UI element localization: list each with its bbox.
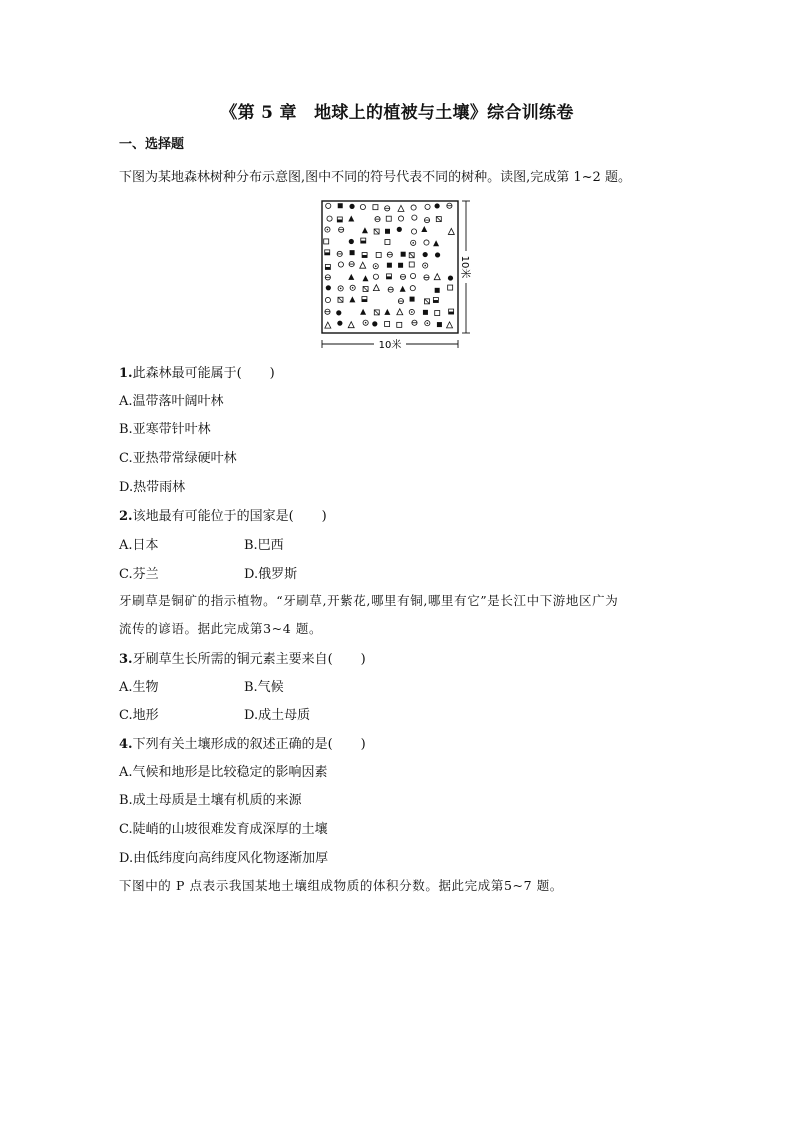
- tree-symbol: [337, 217, 342, 222]
- q3-option-d: D.成土母质: [244, 708, 311, 723]
- tree-symbol: [436, 217, 441, 222]
- tree-symbol: [448, 285, 453, 290]
- tree-symbol: [349, 296, 355, 302]
- tree-symbol: [410, 297, 415, 302]
- intro-2-line-1: 牙刷草是铜矿的指示植物。“牙刷草,开紫花,哪里有铜,哪里有它”是长江中下游地区广为: [119, 593, 619, 608]
- tree-symbol: [338, 297, 343, 302]
- tree-symbol: [362, 297, 367, 302]
- q4-option-d: D.由低纬度向高纬度风化物逐渐加厚: [119, 851, 329, 866]
- tree-symbol: [397, 322, 402, 327]
- tree-symbol: [423, 310, 428, 315]
- tree-symbol: [409, 253, 414, 258]
- q3-option-a: A.生物: [119, 680, 159, 695]
- q1-option-c: C.亚热带常绿硬叶林: [119, 451, 237, 466]
- q2-option-a: A.日本: [119, 538, 159, 553]
- tree-symbol: [411, 205, 416, 210]
- tree-symbol: [400, 286, 406, 292]
- question-2: 2.该地最有可能位于的国家是( ): [119, 509, 327, 524]
- tree-symbol: [433, 298, 438, 303]
- tree-symbol: [435, 203, 440, 208]
- tree-symbol: [360, 309, 366, 315]
- tree-symbol: [350, 250, 355, 255]
- question-4: 4.下列有关土壤形成的叙述正确的是( ): [119, 737, 366, 752]
- document-title: 《第 5 章 地球上的植被与土壤》综合训练卷: [220, 103, 574, 123]
- scale-bottom-label: 10米: [378, 340, 402, 351]
- intro-2-line-2: 流传的谚语。据此完成第3~4 题。: [119, 621, 323, 636]
- tree-symbol: [373, 285, 379, 291]
- tree-symbol: [424, 299, 429, 304]
- tree-symbol: [338, 286, 343, 291]
- tree-symbol: [350, 285, 355, 290]
- tree-symbol: [348, 274, 354, 280]
- tree-symbol: [448, 275, 453, 280]
- tree-symbol: [373, 274, 378, 279]
- tree-symbol: [412, 215, 417, 220]
- q2-option-d: D.俄罗斯: [244, 567, 298, 582]
- question-2-number: 2.: [119, 509, 133, 524]
- tree-symbol: [384, 309, 390, 315]
- tree-symbol: [326, 203, 331, 208]
- tree-symbol: [411, 229, 416, 234]
- question-2-stem: 该地最有可能位于的国家是(: [132, 509, 294, 524]
- tree-symbol: [360, 262, 366, 268]
- tree-symbol: [411, 240, 416, 245]
- tree-symbol: [435, 311, 440, 316]
- tree-symbol: [374, 310, 379, 315]
- question-3: 3.牙刷草生长所需的铜元素主要来自( ): [119, 652, 366, 667]
- tree-symbol: [349, 239, 354, 244]
- tree-symbol: [375, 217, 380, 222]
- tree-symbol: [434, 274, 440, 280]
- tree-symbol: [435, 252, 440, 257]
- tree-species-figure: [316, 197, 476, 355]
- tree-symbol: [423, 263, 428, 268]
- section-heading: 一、选择题: [119, 137, 185, 152]
- tree-symbol: [325, 250, 330, 255]
- tree-symbol: [424, 275, 429, 280]
- tree-symbol: [397, 309, 403, 315]
- tree-symbol: [435, 288, 440, 293]
- tree-symbol: [398, 216, 403, 221]
- tree-symbol: [424, 218, 429, 223]
- intro-1: 下图为某地森林树种分布示意图,图中不同的符号代表不同的树种。读图,完成第 1~2 题。: [119, 170, 631, 185]
- q4-option-a: A.气候和地形是比较稳定的影响因素: [119, 765, 328, 780]
- q2-option-b: B.巴西: [244, 538, 284, 553]
- q4-option-c: C.陡峭的山坡很难发育成深厚的土壤: [119, 822, 328, 837]
- tree-symbol: [387, 263, 392, 268]
- tree-symbol: [425, 321, 430, 326]
- tree-symbol: [325, 309, 330, 314]
- tree-symbol: [349, 204, 354, 209]
- tree-symbol: [449, 309, 454, 314]
- tree-symbol: [339, 227, 344, 232]
- question-1: 1.此森林最可能属于( ): [119, 366, 275, 381]
- tree-symbol: [433, 240, 439, 246]
- tree-symbol: [337, 251, 342, 256]
- tree-symbol: [447, 203, 452, 208]
- tree-symbol: [326, 285, 331, 290]
- tree-symbol: [338, 203, 343, 208]
- tree-symbol: [401, 252, 406, 257]
- tree-symbol: [373, 205, 378, 210]
- q2-option-c: C.芬兰: [119, 567, 159, 582]
- question-3-number: 3.: [119, 652, 133, 667]
- tree-symbol: [361, 238, 366, 243]
- tree-symbol: [398, 205, 404, 211]
- tree-symbol: [327, 216, 332, 221]
- tree-symbol: [325, 297, 330, 302]
- tree-symbol: [409, 262, 414, 267]
- tree-symbol: [363, 320, 368, 325]
- tree-symbol: [324, 239, 329, 244]
- question-4-number: 4.: [119, 737, 133, 752]
- tree-symbol: [385, 240, 390, 245]
- intro-3: 下图中的 P 点表示我国某地土壤组成物质的体积分数。据此完成第5~7 题。: [119, 878, 563, 893]
- tree-symbol: [363, 275, 369, 281]
- q1-option-b: B.亚寒带针叶林: [119, 422, 211, 437]
- question-4-stem: 下列有关土壤形成的叙述正确的是(: [132, 737, 333, 752]
- q3-option-b: B.气候: [244, 680, 284, 695]
- tree-symbol: [376, 252, 381, 257]
- q1-option-d: D.热带雨林: [119, 480, 186, 495]
- tree-symbol: [421, 226, 427, 232]
- tree-symbol: [397, 227, 402, 232]
- tree-symbols: [324, 203, 455, 328]
- tree-symbol: [398, 263, 403, 268]
- tree-symbol: [424, 240, 429, 245]
- tree-symbol: [362, 227, 368, 233]
- tree-symbol: [338, 262, 343, 267]
- tree-symbol: [386, 216, 391, 221]
- tree-symbol: [448, 228, 454, 234]
- question-1-number: 1.: [119, 366, 133, 381]
- q3-option-c: C.地形: [119, 708, 159, 723]
- scale-right-label: 10米: [459, 255, 470, 279]
- tree-symbol: [336, 310, 341, 315]
- q4-option-b: B.成土母质是土壤有机质的来源: [119, 793, 302, 808]
- tree-symbol: [410, 273, 415, 278]
- tree-symbol: [388, 287, 393, 292]
- tree-symbol: [325, 227, 330, 232]
- tree-symbol: [409, 309, 414, 314]
- tree-symbol: [412, 320, 417, 325]
- tree-symbol: [337, 321, 342, 326]
- tree-symbol: [400, 274, 405, 279]
- tree-symbol: [325, 264, 330, 269]
- tree-symbol: [386, 274, 391, 279]
- tree-symbol: [385, 321, 390, 326]
- tree-symbol: [437, 322, 442, 327]
- tree-symbol: [362, 253, 367, 258]
- tree-symbol: [348, 216, 354, 222]
- tree-symbol: [374, 229, 379, 234]
- tree-symbol: [360, 204, 365, 209]
- q1-option-a: A.温带落叶阔叶林: [119, 394, 224, 409]
- tree-symbol: [385, 206, 390, 211]
- tree-symbol: [387, 252, 392, 257]
- tree-symbol: [373, 264, 378, 269]
- tree-symbol: [410, 286, 415, 291]
- tree-symbol: [363, 286, 368, 291]
- tree-symbol: [385, 229, 390, 234]
- tree-symbol: [425, 204, 430, 209]
- tree-symbol: [325, 275, 330, 280]
- tree-symbol: [447, 322, 453, 328]
- tree-symbol: [349, 261, 354, 266]
- tree-symbol: [348, 322, 354, 328]
- question-1-stem: 此森林最可能属于(: [132, 366, 242, 381]
- tree-symbol: [398, 299, 403, 304]
- tree-symbol: [423, 252, 428, 257]
- question-3-stem: 牙刷草生长所需的铜元素主要来自(: [132, 652, 333, 667]
- tree-symbol: [372, 321, 377, 326]
- tree-symbol: [325, 322, 331, 328]
